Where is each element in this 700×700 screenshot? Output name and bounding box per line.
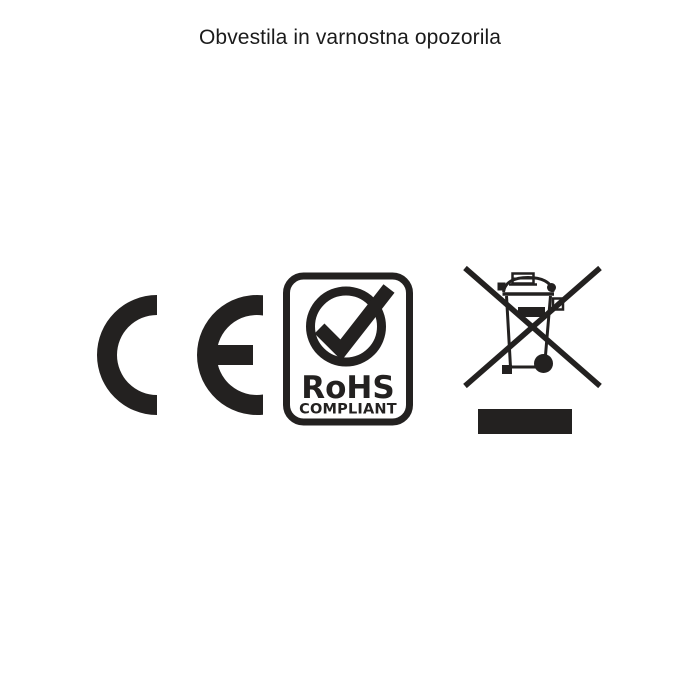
bin-wheel xyxy=(534,354,553,373)
ce-letter-e-bar xyxy=(216,345,253,365)
ce-letter-c xyxy=(97,295,157,415)
weee-underline-bar xyxy=(478,409,572,434)
weee-crossed-out-wheeled-bin-icon xyxy=(465,268,600,434)
rohs-checkmark-circle-icon xyxy=(311,289,390,363)
bin-lid-right-knob xyxy=(547,283,556,292)
rohs-badge xyxy=(287,276,410,422)
bin-foot xyxy=(502,365,512,374)
rohs-title: RoHS xyxy=(301,370,395,406)
page-title: Obvestila in varnostna opozorila xyxy=(198,26,502,49)
bin-lid-left-knob xyxy=(498,283,506,291)
ce-mark-icon xyxy=(97,295,263,415)
rohs-subtitle: COMPLIANT xyxy=(299,401,397,418)
